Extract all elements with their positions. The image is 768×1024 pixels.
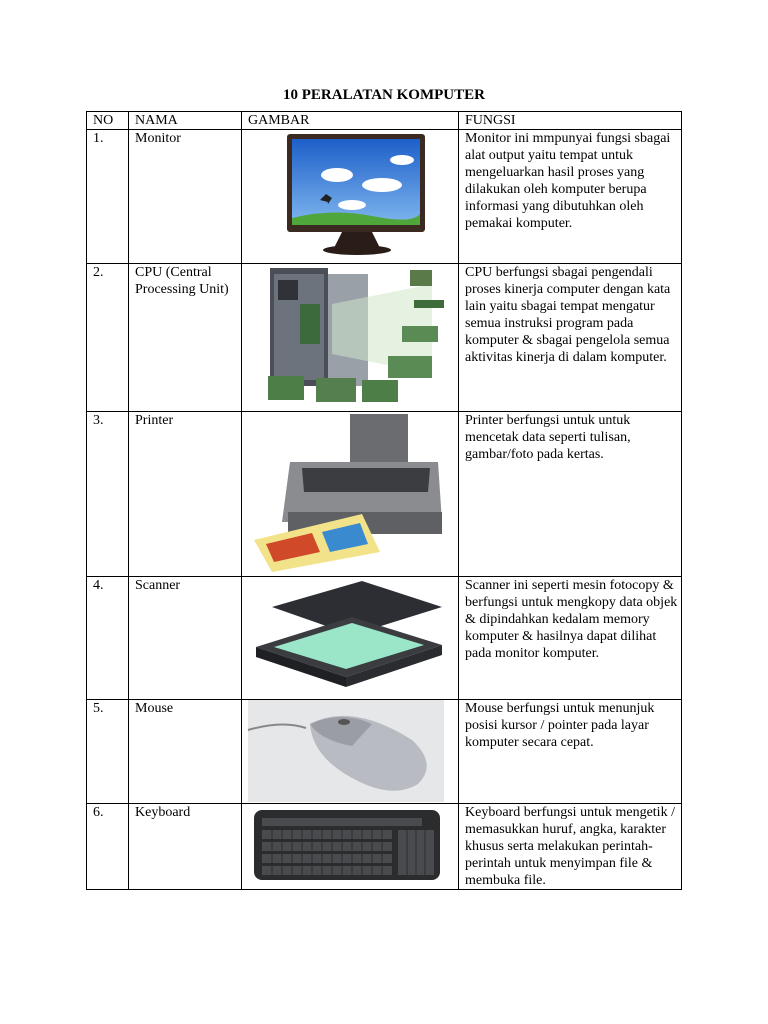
row-gambar bbox=[242, 412, 459, 577]
row-no: 6. bbox=[87, 804, 129, 890]
row-gambar bbox=[242, 130, 459, 264]
scanner-image bbox=[242, 577, 452, 698]
row-nama: Monitor bbox=[129, 130, 242, 264]
row-fungsi: Keyboard berfungsi untuk mengetik / memasukkan huruf, angka, karakter khusus serta melakukan perintah-perintah untuk menyimpan file & membuka file. bbox=[459, 804, 682, 890]
row-fungsi: Monitor ini mmpunyai fungsi sbagai alat output yaitu tempat untuk mengeluarkan hasil proses yang dilakukan oleh komputer berupa informasi yang dibutuhkan oleh pemakai komputer. bbox=[459, 130, 682, 264]
row-fungsi: Mouse berfungsi untuk menunjuk posisi kursor / pointer pada layar komputer secara cepat. bbox=[459, 700, 682, 804]
row-no: 3. bbox=[87, 412, 129, 577]
monitor-image bbox=[242, 130, 452, 262]
table-row bbox=[87, 130, 682, 264]
row-nama: Printer bbox=[129, 412, 242, 577]
row-no: 2. bbox=[87, 264, 129, 412]
table-header-row bbox=[87, 112, 682, 130]
row-nama: Keyboard bbox=[129, 804, 242, 890]
table-row bbox=[87, 264, 682, 412]
table-row bbox=[87, 412, 682, 577]
row-no: 5. bbox=[87, 700, 129, 804]
document-title: 10 PERALATAN KOMPUTER bbox=[283, 87, 485, 103]
table-row bbox=[87, 577, 682, 700]
keyboard-image bbox=[242, 804, 452, 886]
header-fungsi: FUNGSI bbox=[459, 112, 682, 130]
row-nama: Mouse bbox=[129, 700, 242, 804]
row-fungsi: Printer berfungsi untuk untuk mencetak data seperti tulisan, gambar/foto pada kertas. bbox=[459, 412, 682, 577]
row-gambar bbox=[242, 264, 459, 412]
row-nama: Scanner bbox=[129, 577, 242, 700]
row-no: 4. bbox=[87, 577, 129, 700]
row-gambar bbox=[242, 700, 459, 804]
header-nama: NAMA bbox=[129, 112, 242, 130]
table-row bbox=[87, 700, 682, 804]
row-no: 1. bbox=[87, 130, 129, 264]
printer-image bbox=[242, 412, 452, 575]
peripherals-table bbox=[86, 111, 682, 890]
mouse-image bbox=[242, 700, 452, 802]
row-gambar bbox=[242, 577, 459, 700]
row-gambar bbox=[242, 804, 459, 890]
row-fungsi: Scanner ini seperti mesin fotocopy & berfungsi untuk mengkopy data objek & dipindahkan kedalam memory komputer & hasilnya dapat dilihat pada monitor komputer. bbox=[459, 577, 682, 700]
row-nama: CPU (Central Processing Unit) bbox=[129, 264, 242, 412]
row-fungsi: CPU berfungsi sbagai pengendali proses kinerja computer dengan kata lain yaitu sbagai tempat mengatur semua instruksi program pada komputer & sbagai pengelola semua aktivitas kinerja di dalam komputer. bbox=[459, 264, 682, 412]
table-row bbox=[87, 804, 682, 890]
header-gambar: GAMBAR bbox=[242, 112, 459, 130]
header-no: NO bbox=[87, 112, 129, 130]
cpu-image bbox=[242, 264, 452, 410]
